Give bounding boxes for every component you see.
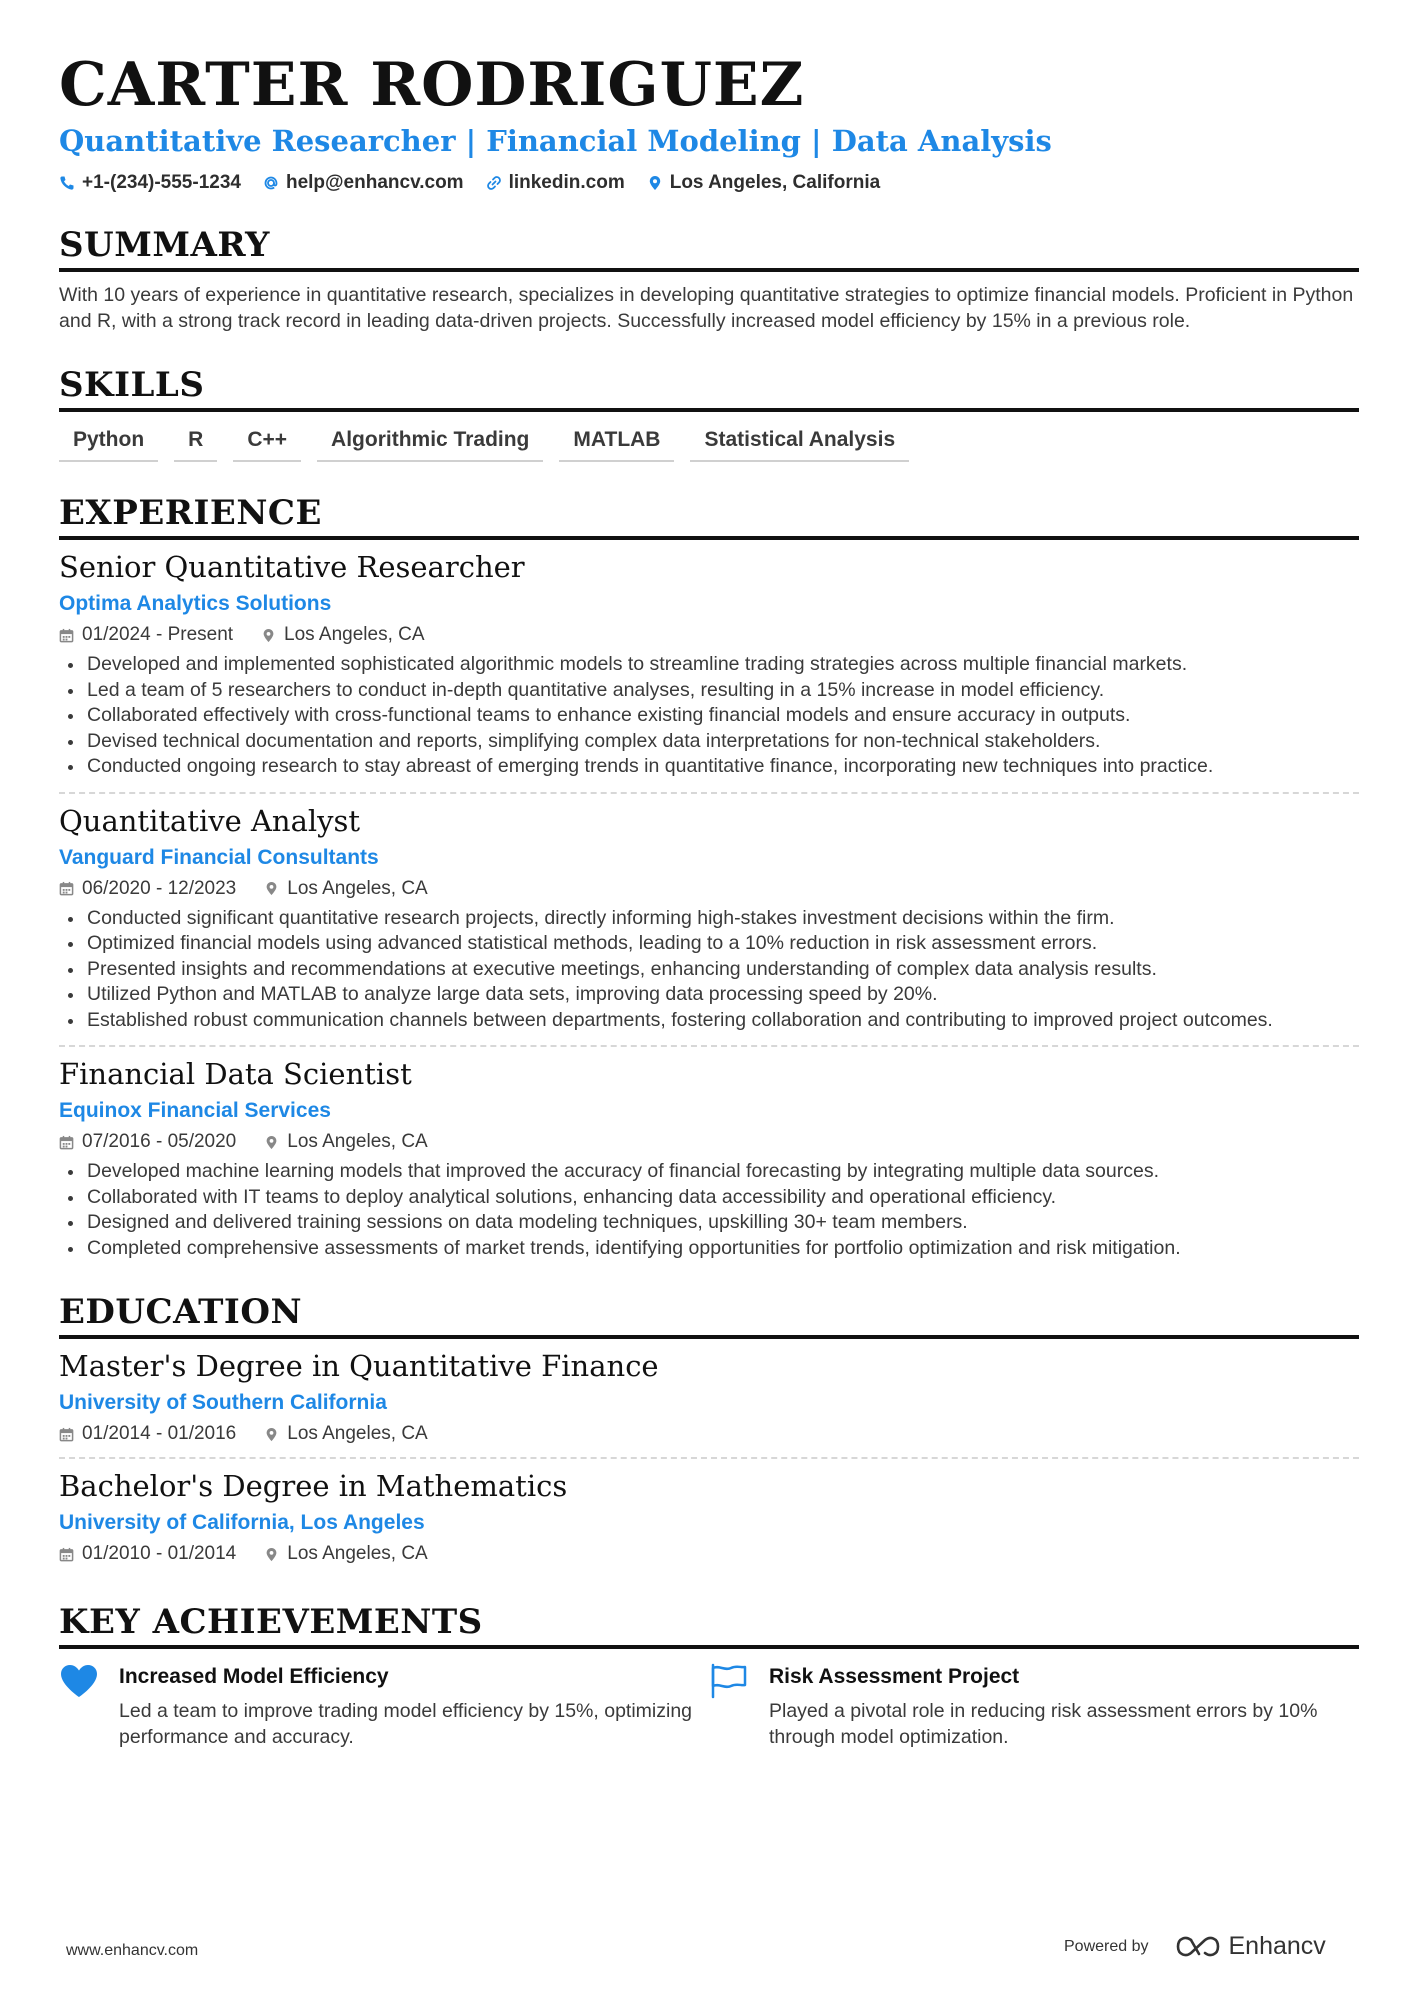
summary-section (59, 224, 1359, 334)
achievements-title: KEY ACHIEVEMENTS (59, 1601, 1359, 1649)
phone-icon (59, 175, 75, 191)
location-pin-icon (261, 628, 276, 643)
education-entry (59, 1467, 1359, 1571)
location-pin-icon (264, 1427, 279, 1442)
list-item: Conducted significant quantitative research projects, directly informing high-stakes investment decisions within the firm. (59, 906, 1359, 932)
job-title: Financial Data Scientist (59, 1057, 412, 1091)
job-location-text: Los Angeles, CA (287, 1131, 428, 1152)
skill-tag: Algorithmic Trading (317, 428, 543, 462)
experience-entry (59, 548, 1359, 786)
company-name: Equinox Financial Services (59, 1099, 331, 1122)
experience-entry (59, 802, 1359, 1040)
job-location-text: Los Angeles, CA (284, 624, 425, 645)
job-meta (59, 1131, 1359, 1153)
job-location (264, 1131, 427, 1153)
location-pin-icon (647, 175, 663, 191)
job-title: Quantitative Analyst (59, 803, 361, 838)
skill-tag: MATLAB (559, 428, 674, 462)
footer-branding (1064, 1932, 1326, 1961)
list-item: Developed machine learning models that improved the accuracy of financial forecasting by integrating multiple data sources. (59, 1159, 1359, 1185)
job-dates-text: 07/2016 - 05/2020 (82, 1131, 237, 1152)
location-pin-icon (264, 881, 279, 896)
experience-title: EXPERIENCE (59, 492, 1359, 540)
education-dates-text: 01/2010 - 01/2014 (82, 1543, 237, 1564)
achievement-item (709, 1663, 1359, 1750)
achievement-description: Led a team to improve trading model efficiency by 15%, optimizing performance and accuracy. (119, 1700, 693, 1748)
contact-bar (59, 172, 1359, 194)
calendar-icon (59, 1547, 74, 1562)
education-location (264, 1423, 427, 1445)
company-name: Optima Analytics Solutions (59, 592, 332, 615)
skill-tag: Python (59, 428, 158, 462)
education-title: EDUCATION (59, 1291, 1359, 1339)
achievement-item (59, 1663, 709, 1750)
degree-title: Bachelor's Degree in Mathematics (59, 1469, 568, 1503)
candidate-name: CARTER RODRIGUEZ (59, 50, 805, 120)
achievement-body (119, 1663, 709, 1750)
education-meta (59, 1423, 1359, 1445)
heart-icon (59, 1663, 99, 1699)
summary-text: With 10 years of experience in quantitative research, specializes in developing quantitative strategies to optimize financial models. Proficient in Python and R, with a strong track record in leading data-driven projects. Successfully increased model efficiency by 15% in a previous role. (59, 284, 1354, 332)
location-pin-icon (264, 1135, 279, 1150)
company-name: Vanguard Financial Consultants (59, 845, 379, 869)
job-location-text: Los Angeles, CA (287, 877, 428, 899)
school-name: University of California, Los Angeles (59, 1511, 425, 1534)
list-item: Conducted ongoing research to stay abreast of emerging trends in quantitative finance, incorporating new techniques into practice. (59, 754, 1359, 780)
achievements-grid (59, 1663, 1359, 1750)
linkedin-text: linkedin.com (508, 172, 625, 193)
at-sign-icon (263, 175, 279, 191)
location-pin-icon (264, 1547, 279, 1562)
calendar-icon (59, 628, 74, 643)
job-dates-text: 01/2024 - Present (82, 624, 234, 645)
job-meta (59, 878, 1359, 900)
achievement-body (769, 1663, 1359, 1750)
skills-section (59, 364, 1359, 462)
job-dates (59, 624, 233, 646)
education-location-text: Los Angeles, CA (287, 1543, 428, 1564)
education-dates (59, 1423, 236, 1445)
achievement-title: Risk Assessment Project (769, 1665, 1020, 1688)
skill-tag: R (174, 428, 217, 462)
location-text: Los Angeles, California (669, 172, 881, 193)
resume-page (59, 52, 1359, 1750)
list-item: Led a team of 5 researchers to conduct in-depth quantitative analyses, resulting in a 15% increase in model efficiency. (59, 678, 1359, 704)
degree-title: Master's Degree in Quantitative Finance (59, 1349, 659, 1383)
job-bullets (59, 1159, 1359, 1261)
contact-linkedin[interactable] (486, 172, 625, 194)
footer-website[interactable]: www.enhancv.com (66, 1942, 199, 1959)
list-item: Completed comprehensive assessments of market trends, identifying opportunities for portfolio optimization and risk mitigation. (59, 1236, 1359, 1262)
education-location (264, 1543, 427, 1565)
school-name: University of Southern California (59, 1391, 387, 1414)
achievement-description: Played a pivotal role in reducing risk assessment errors by 10% through model optimization. (769, 1700, 1318, 1748)
flag-icon (709, 1663, 749, 1699)
skills-list (59, 428, 1359, 462)
list-item: Established robust communication channels between departments, fostering collaboration and contributing to improved project outcomes. (59, 1008, 1359, 1034)
contact-email[interactable] (263, 172, 464, 194)
list-item: Designed and delivered training sessions on data modeling techniques, upskilling 30+ team members. (59, 1210, 1359, 1236)
entry-divider (59, 1045, 1359, 1047)
list-item: Collaborated effectively with cross-functional teams to enhance existing financial models and ensure accuracy in outputs. (59, 703, 1359, 729)
list-item: Optimized financial models using advanced statistical methods, leading to a 10% reduction in risk assessment errors. (59, 931, 1359, 957)
list-item: Presented insights and recommendations at executive meetings, enhancing understanding of complex data analysis results. (59, 957, 1359, 983)
contact-phone[interactable] (59, 172, 241, 194)
education-location-text: Los Angeles, CA (287, 1423, 428, 1444)
brand-name: Enhancv (1228, 1932, 1326, 1960)
education-dates (59, 1543, 236, 1565)
calendar-icon (59, 1427, 74, 1442)
contact-location (647, 172, 880, 194)
enhancv-logo[interactable] (1175, 1932, 1326, 1961)
experience-section (59, 492, 1359, 1267)
enhancv-logo-icon (1175, 1934, 1221, 1960)
skill-tag: Statistical Analysis (690, 428, 909, 462)
list-item: Developed and implemented sophisticated algorithmic models to streamline trading strategies across multiple financial markets. (59, 652, 1359, 678)
calendar-icon (59, 1135, 74, 1150)
calendar-icon (59, 881, 74, 896)
experience-entry (59, 1055, 1359, 1267)
skills-title: SKILLS (59, 364, 1359, 412)
education-section (59, 1291, 1359, 1571)
resume-header (59, 52, 1359, 194)
email-text: help@enhancv.com (285, 172, 464, 193)
job-location (261, 624, 424, 646)
achievements-section (59, 1601, 1359, 1750)
link-icon (486, 175, 502, 191)
job-location (264, 878, 427, 900)
list-item: Collaborated with IT teams to deploy analytical solutions, enhancing data accessibility and operational efficiency. (59, 1185, 1359, 1211)
list-item: Utilized Python and MATLAB to analyze large data sets, improving data processing speed by 20%. (59, 982, 1359, 1008)
summary-title: SUMMARY (59, 224, 1359, 272)
powered-by-label: Powered by (1064, 1937, 1149, 1955)
job-dates (59, 1131, 236, 1153)
job-dates-text: 06/2020 - 12/2023 (82, 877, 237, 899)
education-entry (59, 1347, 1359, 1451)
education-dates-text: 01/2014 - 01/2016 (82, 1423, 237, 1444)
candidate-headline: Quantitative Researcher | Financial Modeling | Data Analysis (59, 124, 1052, 158)
phone-text: +1-(234)-555-1234 (82, 172, 241, 193)
job-bullets (59, 652, 1359, 780)
entry-divider (59, 1457, 1359, 1459)
job-title: Senior Quantitative Researcher (59, 550, 525, 584)
entry-divider (59, 792, 1359, 794)
achievement-title: Increased Model Efficiency (119, 1665, 389, 1688)
job-bullets (59, 906, 1359, 1034)
skill-tag: C++ (233, 428, 301, 462)
list-item: Devised technical documentation and reports, simplifying complex data interpretations for non-technical stakeholders. (59, 729, 1359, 755)
job-dates (59, 878, 236, 900)
education-meta (59, 1543, 1359, 1565)
job-meta (59, 624, 1359, 646)
